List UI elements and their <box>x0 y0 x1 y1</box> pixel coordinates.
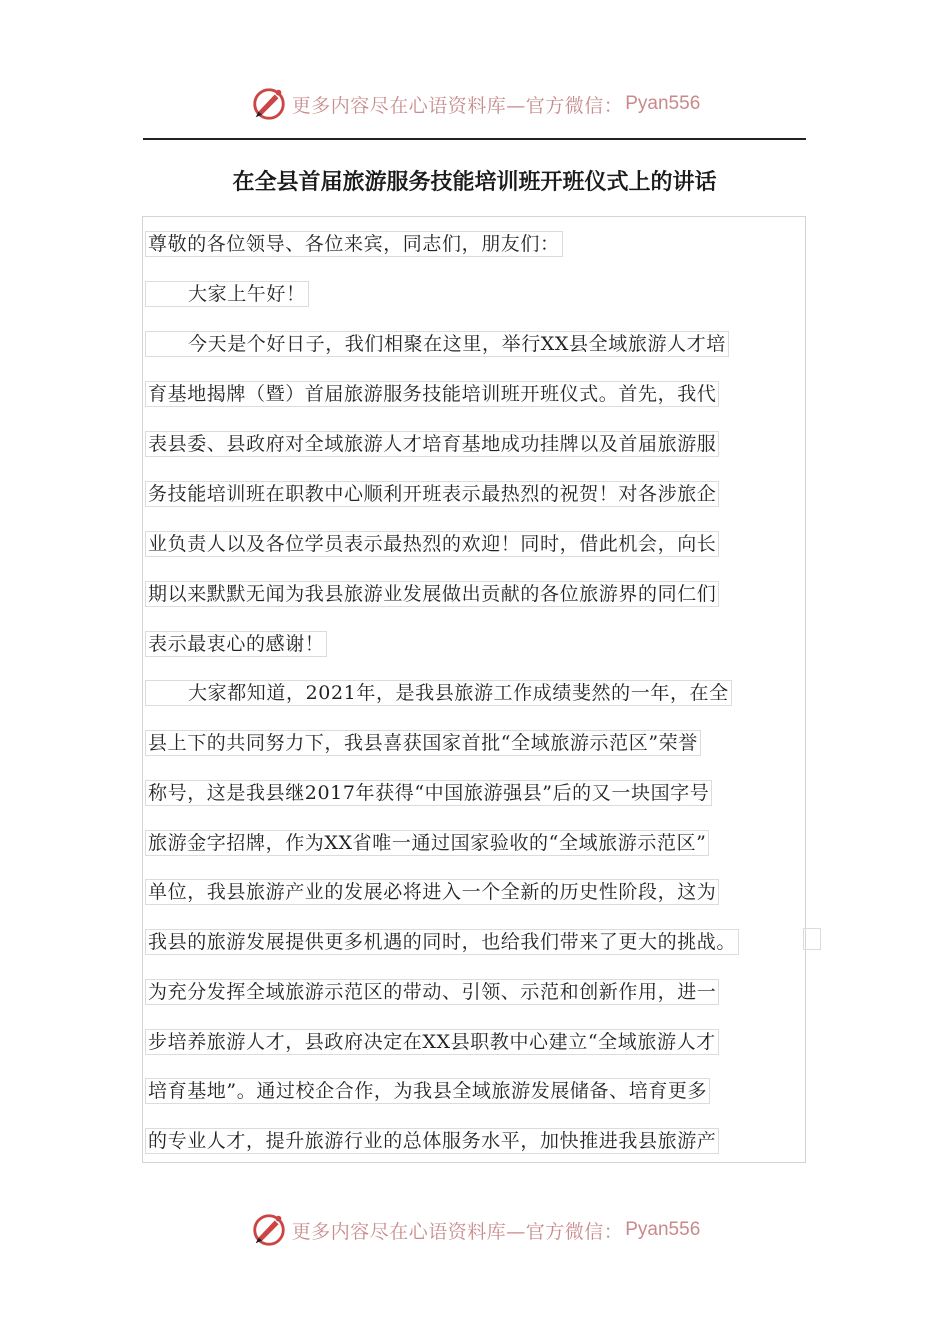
header-brand-contact: Pyan556 <box>625 93 701 114</box>
text-line: 单位，我县旅游产业的发展必将进入一个全新的历史性阶段，这为 <box>145 879 719 905</box>
text-line: 表示最衷心的感谢！ <box>145 631 327 657</box>
text-line: 的专业人才，提升旅游行业的总体服务水平，加快推进我县旅游产 <box>145 1128 719 1154</box>
header-divider <box>143 138 806 140</box>
text-line: 我县的旅游发展提供更多机遇的同时，也给我们带来了更大的挑战。 <box>145 929 739 955</box>
header-brand <box>0 82 950 126</box>
footer-brand <box>0 1208 950 1252</box>
footer-brand-text: 更多内容尽在心语资料库—官方微信： <box>291 1220 624 1243</box>
text-line: 业负责人以及各位学员表示最热烈的欢迎！同时，借此机会，向长 <box>145 531 719 557</box>
text-line: 育基地揭牌（暨）首届旅游服务技能培训班开班仪式。首先，我代 <box>145 381 719 407</box>
text-line: 为充分发挥全域旅游示范区的带动、引领、示范和创新作用，进一 <box>145 979 719 1005</box>
pen-heart-logo-icon <box>250 85 288 123</box>
text-line: 尊敬的各位领导、各位来宾，同志们，朋友们： <box>145 231 563 257</box>
text-line: 称号，这是我县继2017年获得“中国旅游强县”后的又一块国字号 <box>145 780 712 806</box>
pen-heart-logo-icon <box>250 1211 288 1249</box>
text-line: 步培养旅游人才，县政府决定在XX县职教中心建立“全域旅游人才 <box>145 1029 719 1055</box>
footer-brand-contact: Pyan556 <box>625 1219 701 1240</box>
document-title: 在全县首届旅游服务技能培训班开班仪式上的讲话 <box>232 170 717 195</box>
text-line: 表县委、县政府对全域旅游人才培育基地成功挂牌以及首届旅游服 <box>145 431 719 457</box>
text-line: 培育基地”。通过校企合作，为我县全域旅游发展储备、培育更多 <box>145 1078 710 1104</box>
text-line: 县上下的共同努力下，我县喜获国家首批“全域旅游示范区”荣誉 <box>145 730 701 756</box>
text-line: 大家上午好！ <box>145 281 309 307</box>
text-line: 期以来默默无闻为我县旅游业发展做出贡献的各位旅游界的同仁们 <box>145 581 719 607</box>
text-line: 旅游金字招牌，作为XX省唯一通过国家验收的“全域旅游示范区” <box>145 830 709 856</box>
text-line: 大家都知道，2021年，是我县旅游工作成绩斐然的一年，在全 <box>145 680 732 706</box>
line-overflow-box <box>803 928 821 950</box>
header-brand-text: 更多内容尽在心语资料库—官方微信： <box>291 94 624 117</box>
text-line: 务技能培训班在职教中心顺利开班表示最热烈的祝贺！对各涉旅企 <box>145 481 719 507</box>
text-line: 今天是个好日子，我们相聚在这里，举行XX县全域旅游人才培 <box>145 331 729 357</box>
